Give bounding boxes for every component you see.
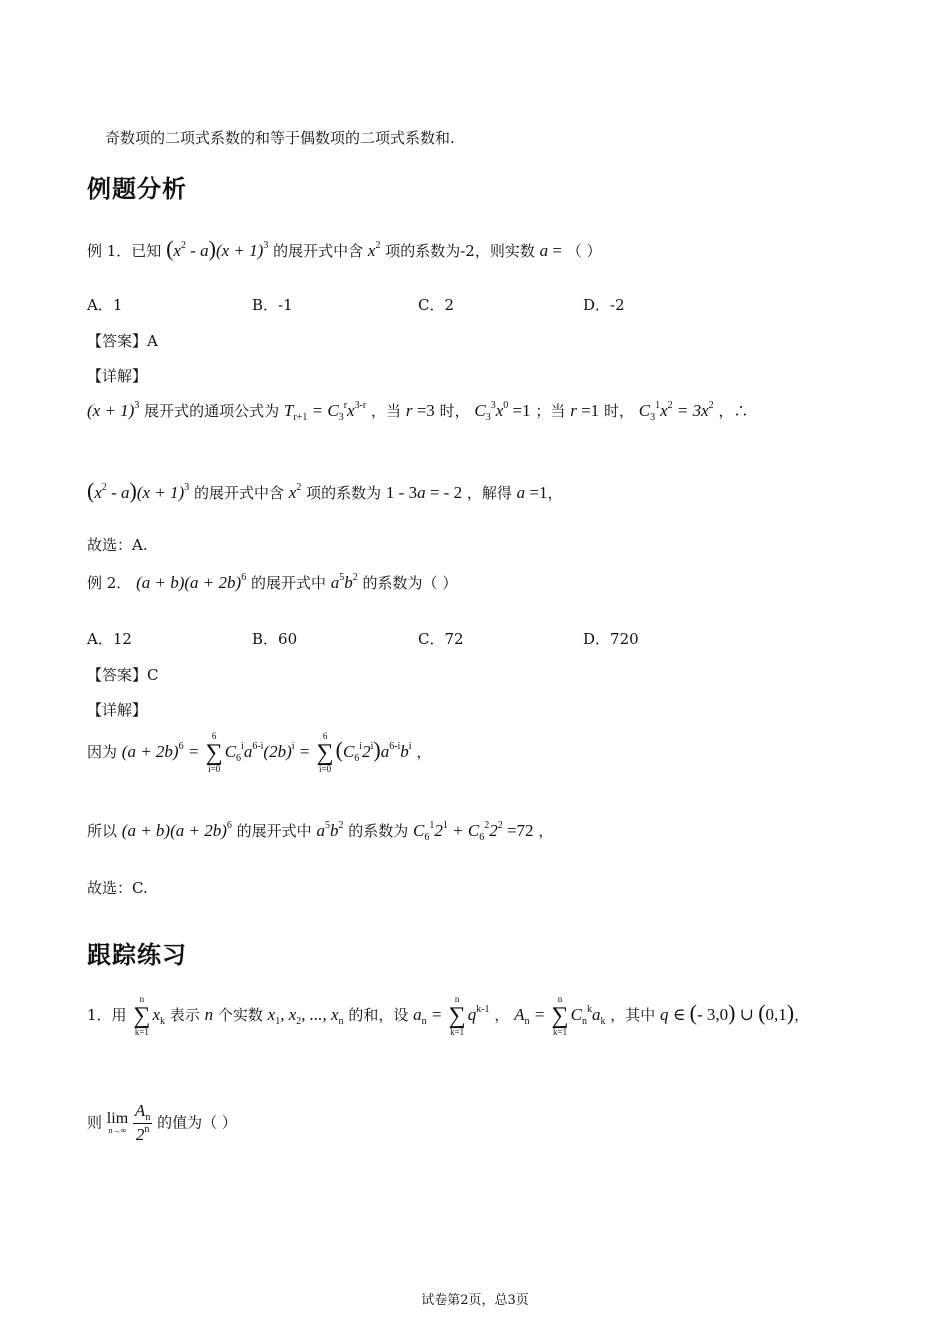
math-expression: =1	[576, 401, 600, 420]
math-expression: $C_3^1x^2 = 3x^2$	[638, 400, 714, 423]
math-expression: $(x^2 - a)(x + 1)^3$	[87, 478, 190, 503]
text: ；当	[535, 402, 566, 420]
math-expression: $x^2$	[288, 482, 302, 502]
text: ，	[794, 1005, 810, 1024]
text: ，	[538, 822, 554, 840]
text: 的展开式中含	[273, 242, 364, 260]
text: 的展开式中	[250, 574, 326, 592]
math-expression: r	[405, 401, 413, 420]
sum-symbol: 6 ∑ i=0	[316, 731, 334, 774]
example-1-label: 例 1．已知	[87, 242, 162, 260]
example-1-solution-line-1	[87, 400, 748, 423]
math-expression: $(x^2 - a)(x + 1)^3$	[166, 236, 269, 261]
intro-line: 奇数项的二项式系数的和等于偶数项的二项式系数和.	[105, 129, 455, 147]
practice-question-1	[87, 995, 809, 1037]
math-expression: =	[548, 241, 562, 260]
math-expression: $A_n$ = n ∑ k=1 $C_n^ka_k$	[514, 994, 606, 1037]
math-expression: $(a + 2b)^6$ = 6 ∑ i=0 $C_6^ia^{6-i}(2b)^i$ = 6 ∑ i=0 $(C_6^i2^i)a^{6-i}b^i$	[121, 731, 412, 774]
page-footer: 试卷第2页，总3页	[421, 1293, 529, 1308]
math-expression: ∈ (- 3,0) ∪ (0,1)	[668, 999, 795, 1025]
answer-blank: （ ）	[566, 242, 602, 260]
math-expression: $x_1$, $x_2$, ..., $x_n$	[267, 1004, 344, 1027]
math-expression: $(a + b)(a + 2b)^6$	[136, 572, 247, 592]
question-label: 1．用	[87, 1005, 127, 1024]
example-2-solution-line-1	[87, 732, 431, 774]
fraction: $\frac{A_n}{2^n}$	[134, 1101, 151, 1144]
text: 因为	[87, 742, 118, 761]
text: ，	[494, 1005, 510, 1024]
math-expression: $a^5b^2$	[330, 572, 358, 592]
example-1-solution-line-2	[87, 478, 563, 504]
text: 时，	[603, 402, 634, 420]
text: ，	[416, 742, 432, 761]
option-d: D．-2	[583, 296, 625, 314]
text: 展开式的通项公式为	[144, 402, 280, 420]
text: 所以	[87, 822, 118, 840]
math-expression: =1	[508, 401, 531, 420]
math-expression: =1	[525, 483, 548, 502]
option-a: A．12	[87, 630, 132, 648]
option-b: B．-1	[252, 296, 293, 314]
section-title-practice: 跟踪练习	[87, 941, 187, 969]
math-expression: $a^5b^2$	[316, 820, 344, 840]
text: ，∴	[718, 402, 749, 420]
text: 的系数为	[348, 822, 409, 840]
text: ，当	[371, 402, 402, 420]
math-expression: $(a + b)(a + 2b)^6$	[121, 820, 232, 840]
math-expression: =72	[502, 821, 534, 840]
text: 则	[87, 1113, 103, 1132]
option-d: D．720	[583, 630, 639, 648]
text: ，解得	[466, 484, 512, 502]
sum-symbol: n ∑ k=1	[133, 994, 151, 1037]
conclusion: 故选：C.	[87, 879, 148, 897]
math-expression: a	[516, 483, 526, 502]
option-b: B．60	[252, 630, 298, 648]
example-2-label: 例 2．	[87, 574, 132, 592]
math-expression: $(x + 1)^3$	[87, 400, 140, 420]
limit-symbol: lim n→∞	[106, 1110, 129, 1136]
detail-label: 【详解】	[87, 701, 148, 719]
math-expression: $T_{r+1} = C_3^rx^{3-r}$	[283, 400, 367, 423]
text: 时，	[439, 402, 470, 420]
text: 的展开式中	[236, 822, 312, 840]
sum-symbol: 6 ∑ i=0	[205, 731, 223, 774]
practice-question-1-line-2	[87, 1102, 237, 1145]
text: 项的系数为-2，则实数	[385, 242, 535, 260]
section-title-examples: 例题分析	[87, 175, 187, 203]
text: 的展开式中含	[194, 484, 285, 502]
math-expression: n ∑ k=1 $x_k$	[133, 994, 165, 1037]
text: 个实数	[217, 1005, 263, 1024]
math-expression: $C_6^12^1 + C_6^22^2$	[413, 820, 503, 843]
math-expression: a	[539, 241, 549, 260]
answer-label: 【答案】A	[87, 332, 158, 350]
example-2-solution-line-2	[87, 820, 553, 843]
math-expression: r	[570, 401, 577, 420]
example-1-question	[87, 236, 602, 262]
math-expression: q	[660, 1004, 669, 1024]
text: 的和，设	[348, 1005, 409, 1024]
math-expression: n	[204, 1004, 214, 1024]
math-expression: =3	[412, 401, 435, 420]
conclusion: 故选：A.	[87, 536, 148, 554]
text: 项的系数为	[306, 484, 382, 502]
option-c: C．2	[418, 296, 455, 314]
math-expression: $x^2$	[367, 240, 381, 260]
text: 的系数为（ ）	[362, 574, 458, 592]
text: ，	[547, 484, 563, 502]
math-expression: $a_n$ = n ∑ k=1 $q^{k-1}$	[413, 994, 490, 1037]
sum-symbol: n ∑ k=1	[551, 994, 569, 1037]
math-expression: 1 - 3	[385, 483, 418, 502]
detail-label: 【详解】	[87, 367, 148, 385]
sum-symbol: n ∑ k=1	[448, 994, 466, 1037]
text: 的值为（ ）	[157, 1113, 237, 1132]
text: ，其中	[610, 1005, 656, 1024]
math-expression: = - 2	[425, 483, 463, 502]
option-a: A．1	[87, 296, 123, 314]
math-expression: $C_3^3x^0$	[474, 400, 509, 423]
answer-label: 【答案】C	[87, 666, 159, 684]
example-2-question	[87, 572, 457, 593]
text: 表示	[169, 1005, 200, 1024]
option-c: C．72	[418, 630, 464, 648]
math-expression: a	[417, 483, 426, 502]
